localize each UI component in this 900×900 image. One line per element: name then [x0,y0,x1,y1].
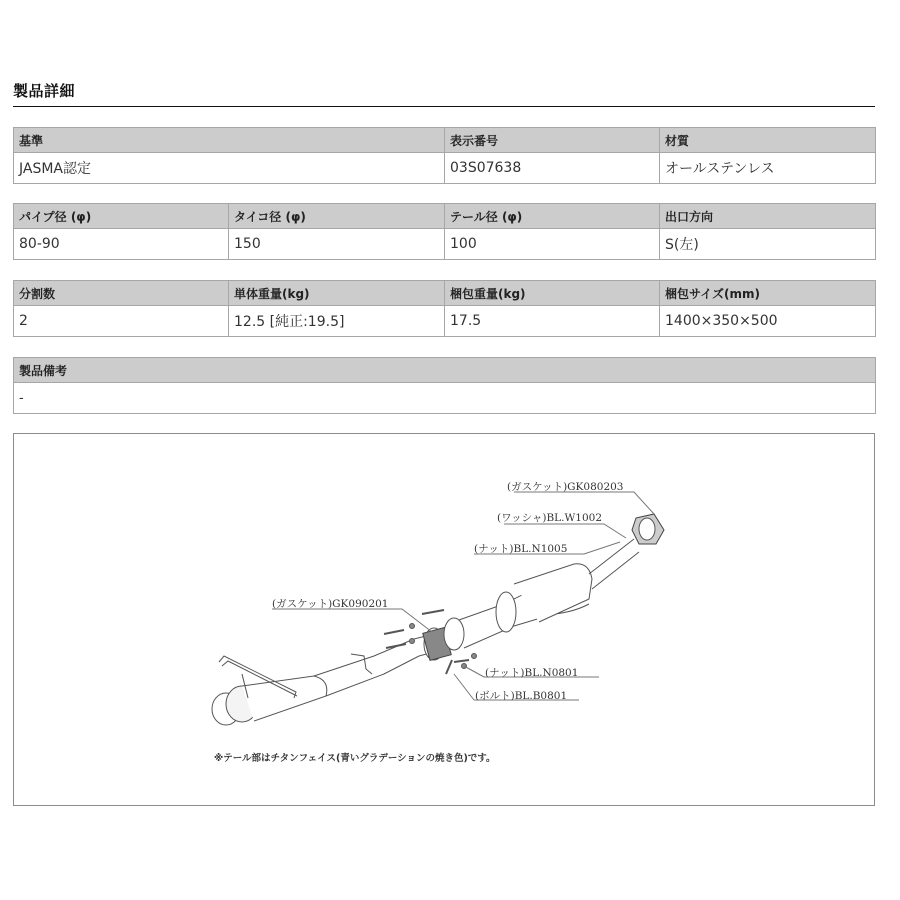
spec-table-standard [13,127,876,184]
header-tail-diameter: テール径 (φ) [445,204,660,229]
callout-gasket-gk090201: (ガスケット)GK090201 [272,598,389,610]
table-row [14,383,876,414]
value-material: オールステンレス [660,153,876,184]
callout-bolt-blb0801: (ボルト)BL.B0801 [475,690,568,702]
callout-nut-bln0801: (ナット)BL.N0801 [485,667,579,679]
value-standard: JASMA認定 [14,153,445,184]
value-remarks: - [14,383,876,414]
header-material: 材質 [660,128,876,153]
table-row [14,153,876,184]
header-package-size: 梱包サイズ(mm) [660,281,876,306]
header-sections: 分割数 [14,281,229,306]
spec-table-weights [13,280,876,337]
table-header-row [14,128,876,153]
header-package-weight: 梱包重量(kg) [445,281,660,306]
header-pipe-diameter: パイプ径 (φ) [14,204,229,229]
callout-gasket-gk080203: (ガスケット)GK080203 [507,481,624,493]
spec-table-remarks [13,357,876,414]
table-row [14,229,876,260]
table-row [14,306,876,337]
section-title: 製品詳細 [13,82,76,100]
value-display-number: 03S07638 [445,153,660,184]
table-header-row [14,204,876,229]
callout-nut-bln1005: (ナット)BL.N1005 [474,543,568,555]
header-standard: 基準 [14,128,445,153]
value-package-weight: 17.5 [445,306,660,337]
exhaust-parts-diagram [13,433,875,806]
table-header-row [14,281,876,306]
value-package-size: 1400×350×500 [660,306,876,337]
tail-finish-note: ※テール部はチタンフェイス(青いグラデーションの焼き色)です。 [214,753,496,764]
header-display-number: 表示番号 [445,128,660,153]
callout-washer-blw1002: (ワッシャ)BL.W1002 [497,512,602,524]
header-unit-weight: 単体重量(kg) [229,281,445,306]
value-tail-diameter: 100 [445,229,660,260]
spec-table-dimensions [13,203,876,260]
header-exit-direction: 出口方向 [660,204,876,229]
table-header-row [14,358,876,383]
value-silencer-diameter: 150 [229,229,445,260]
value-pipe-diameter: 80-90 [14,229,229,260]
title-divider [13,106,875,107]
value-exit-direction: S(左) [660,229,876,260]
header-silencer-diameter: タイコ径 (φ) [229,204,445,229]
value-sections: 2 [14,306,229,337]
header-remarks: 製品備考 [14,358,876,383]
value-unit-weight: 12.5 [純正:19.5] [229,306,445,337]
